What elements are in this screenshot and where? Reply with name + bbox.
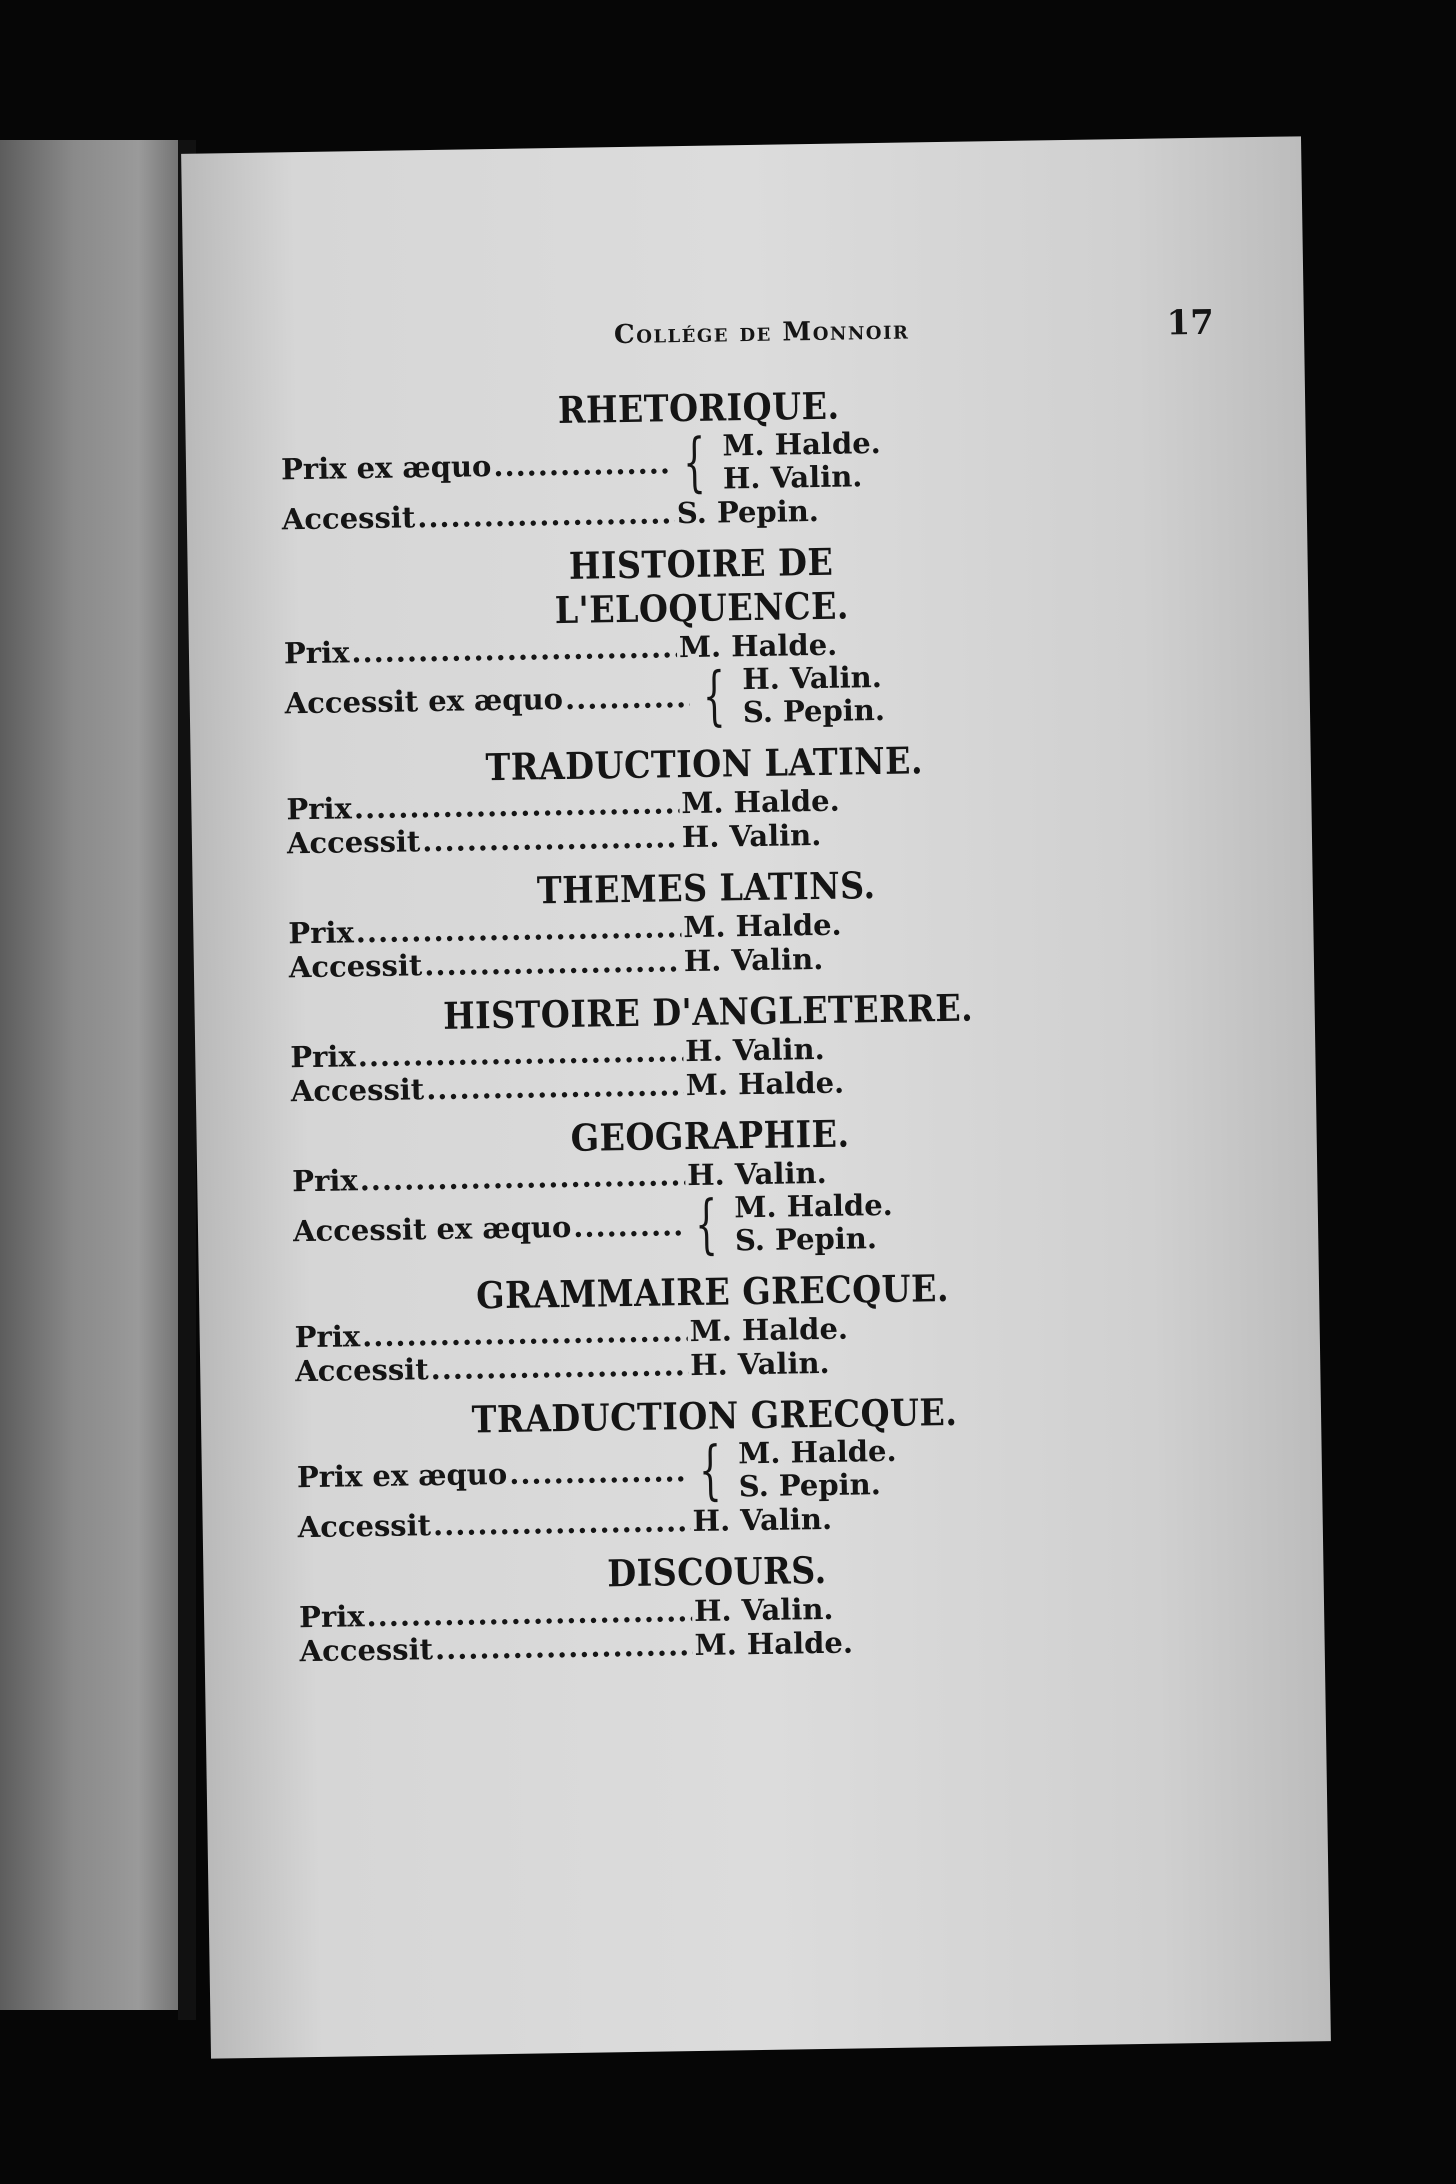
student-name: M. Halde. [685,1065,845,1103]
dot-leader [362,1314,688,1353]
dot-leader [357,1034,683,1073]
student-name: H. Valin. [693,1591,834,1629]
dot-leader [355,910,681,949]
dot-leader [422,820,680,858]
dot-leader [354,786,680,825]
student-name: M. Halde. [681,783,840,821]
book-page [181,136,1331,2058]
student-name: H. Valin. [692,1501,833,1539]
prize-section [289,985,1011,1108]
award-label: Accessit [294,1352,429,1389]
prize-section [296,1389,1018,1544]
prize-section [282,537,1005,736]
brace-icon: { [698,1433,722,1508]
award-label: Accessit [286,824,421,861]
award-label: Prix ex æquo [296,1456,508,1495]
tied-names [691,659,886,734]
award-row [299,1626,854,1669]
award-row [284,661,885,736]
student-name: H. Valin. [742,659,883,697]
student-name: H. Valin. [686,1155,827,1193]
tied-names [671,425,882,501]
award-label: Prix [290,1039,356,1075]
section-heading: THEMES LATINS. [536,863,876,913]
prize-section [280,381,1002,536]
award-label: Prix ex æquo [280,449,492,487]
dot-leader [430,1348,688,1386]
student-name: S. Pepin. [734,1221,878,1258]
award-label: Prix [288,915,355,951]
brace-icon: { [694,1187,719,1262]
tied-names [683,1187,893,1262]
prize-section [291,1109,1013,1264]
award-row [282,494,837,537]
award-row [291,1066,846,1109]
student-name: M. Halde. [694,1625,854,1663]
brace-icon: { [702,659,727,734]
brace-icon: { [682,425,707,501]
award-label: Accessit [297,1508,432,1545]
student-name: M. Halde. [722,425,882,463]
award-row [293,1189,894,1264]
page-number: 17 [1166,302,1215,344]
name-list [734,1189,893,1257]
student-name: M. Halde. [678,627,838,665]
dot-leader [565,680,690,716]
section-heading: GRAMMAIRE GRECQUE. [475,1265,950,1318]
student-name: S. Pepin. [738,1467,882,1504]
award-label: Prix [291,1163,358,1199]
section-heading: RHETORIQUE. [557,383,840,433]
name-list [738,1435,897,1503]
award-label: Accessit ex æquo [292,1209,572,1249]
award-row [296,1435,897,1510]
dot-leader [493,446,670,483]
name-list [722,427,881,495]
prize-section [287,861,1009,984]
dot-leader [366,1594,692,1633]
section-heading: DISCOURS. [606,1547,827,1596]
award-label: Prix [294,1319,361,1355]
page-header [614,303,1215,362]
dot-leader [573,1208,682,1244]
section-heading: GEOGRAPHIE. [570,1111,850,1160]
award-label: Accessit [288,948,423,985]
dot-leader [424,944,682,982]
student-name: H. Valin. [683,941,824,979]
student-name: S. Pepin. [676,493,820,531]
student-name: M. Halde. [689,1311,849,1349]
dot-leader [351,630,677,669]
award-row [295,1346,850,1389]
student-name: S. Pepin. [742,692,886,730]
section-heading: TRADUCTION LATINE. [485,738,924,790]
award-label: Prix [298,1599,365,1635]
student-name: H. Valin. [681,817,822,855]
prize-section [298,1545,1020,1668]
student-name: H. Valin. [684,1031,825,1069]
facing-page-edge [0,140,185,2010]
dot-leader [433,1504,691,1542]
dot-leader [359,1158,685,1197]
award-label: Accessit ex æquo [284,681,564,721]
dot-leader [417,496,675,534]
student-name: M. Halde. [734,1187,893,1225]
student-name: H. Valin. [722,459,863,496]
award-row [297,1502,852,1545]
prize-section [294,1265,1016,1388]
award-row [289,942,844,985]
award-row [287,818,842,861]
award-label: Accessit [281,500,416,537]
name-list [742,661,885,729]
award-label: Prix [286,791,353,827]
student-name: H. Valin. [689,1345,830,1383]
prize-list [280,381,1020,1680]
section-heading: HISTOIRE D'ANGLETERRE. [442,985,974,1038]
dot-leader [509,1454,686,1491]
section-heading: TRADUCTION GRECQUE. [471,1389,958,1442]
award-label: Prix [283,635,350,671]
student-name: M. Halde. [683,907,842,945]
running-title: Collége de Monnoir [613,315,910,351]
award-label: Accessit [299,1632,434,1669]
award-row [281,427,882,502]
dot-leader [435,1628,693,1666]
tied-names [687,1433,897,1508]
section-heading: HISTOIRE DE L'ELOQUENCE. [554,539,850,633]
prize-section [285,737,1007,860]
dot-leader [426,1068,684,1106]
student-name: M. Halde. [737,1433,897,1471]
award-label: Accessit [290,1072,425,1109]
